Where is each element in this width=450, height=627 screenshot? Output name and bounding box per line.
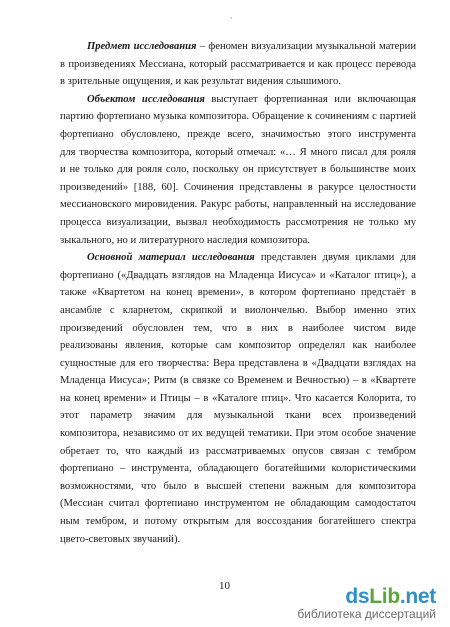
line-text: фортепиано обусловлено, прежде всего, значимостью этого инструмента (60, 128, 416, 140)
line-text: для творчества композитора, который отмечал: «… Я много писал для рояля (60, 146, 416, 158)
text-line (60, 355, 416, 373)
text-line (60, 214, 416, 232)
line-text: зыкального, но и литературного наследия композитора. (60, 234, 311, 246)
text-line (60, 390, 416, 408)
line-text: Младенца Иисуса»; Ритм (в связке со Временем и Вечностью) – в «Квартете (60, 375, 416, 387)
text-line (60, 196, 416, 214)
line-text: сущностные для его творчества: Вера представлена в «Двадцати взглядах на (60, 357, 416, 369)
text-line (60, 144, 416, 162)
line-text: на конец времени» и Птицы – в «Каталоге птиц». Что касается Колорита, то (60, 392, 416, 404)
text-line (60, 179, 416, 197)
line-text: ансамбле с кларнетом, скрипкой и виолончелью. Выбор именно этих (60, 304, 416, 316)
line-text: возможностями, что было в высшей степени важным для композитора (60, 480, 416, 492)
dslib-logo: dsLib.net (345, 585, 436, 608)
text-line (60, 337, 416, 355)
line-text: реализованы явления, которые сам композитор определял как наиболее (60, 340, 416, 352)
line-text: произведений» [188, 60]. Сочинения представлены в ракурсе целостности (60, 181, 416, 193)
text-line (60, 108, 416, 126)
line-text: произведений обусловлен тем, что в них в наиболее чистом виде (60, 322, 416, 334)
text-line (60, 443, 416, 461)
text-line (60, 267, 416, 285)
text-line (60, 249, 416, 267)
text-line (60, 495, 416, 513)
body-text (60, 38, 416, 548)
text-line (60, 161, 416, 179)
text-line (60, 372, 416, 390)
line-text: цвето-световых звучаний). (60, 533, 181, 545)
text-line (60, 91, 416, 109)
text-line (60, 73, 416, 91)
text-line (60, 513, 416, 531)
line-text: композитора, независимо от их ведущей тематики. При этом особое значение (60, 428, 416, 440)
text-line (60, 460, 416, 478)
line-text: представлен двумя циклами для (254, 252, 416, 264)
line-text: процесса визуализации, вызвал необходимость рассмотрения не только му (60, 216, 416, 228)
line-text: в произведениях Мессиана, который рассматривается и как процесс перевода (60, 58, 416, 70)
line-text: ным тембром, и потому открытым для воссоздания богатейшего спектра (60, 516, 416, 528)
line-text: этот параметр значим для музыкальной ткани всех произведений (60, 410, 416, 422)
line-text: (Мессиан считал фортепиано инструментом не обладающим самодостаточ (60, 498, 416, 510)
text-line (60, 56, 416, 74)
line-text: обретает то, что каждый из рассматриваемых опусов связан с тембром (60, 445, 416, 457)
text-line (60, 284, 416, 302)
line-text: фортепиано – инструмента, обладающего богатейшими колористическими (60, 463, 416, 475)
line-text: и не только для рояля соло, поскольку он присутствует в большинстве моих (60, 164, 416, 176)
text-line (60, 302, 416, 320)
line-text: фортепиано («Двадцать взглядов на Младенца Иисуса» и «Каталог птиц»), а (60, 269, 416, 281)
line-text: в зрительные ощущения, и как результат видения слышимого. (60, 76, 341, 88)
key-term: Предмет исследования (87, 41, 197, 52)
line-text: – феномен визуализации музыкальной материи (196, 41, 416, 52)
line-text: также «Квартетом на конец времени», в котором фортепиано предстаёт в (60, 287, 416, 299)
page-number: 10 (219, 580, 230, 592)
text-line (60, 478, 416, 496)
key-term: Основной материал исследования (87, 252, 255, 264)
text-line (60, 320, 416, 338)
line-text: мессиановского мировидения. Ракурс работы, направленный на исследование (60, 199, 416, 211)
watermark-logo (297, 586, 436, 621)
text-line (60, 38, 416, 56)
top-mark: · (230, 14, 233, 23)
key-term: Объектом исследования (87, 93, 205, 105)
text-line (60, 425, 416, 443)
line-text: партию фортепиано музыка композитора. Обращение к сочинениям с партией (60, 111, 416, 123)
text-line (60, 126, 416, 144)
watermark-subtitle: библиотека диссертаций (297, 607, 436, 621)
text-line (60, 407, 416, 425)
line-text: выступает фортепианная или включающая (204, 93, 416, 105)
text-line (60, 232, 416, 250)
text-line (60, 531, 416, 549)
